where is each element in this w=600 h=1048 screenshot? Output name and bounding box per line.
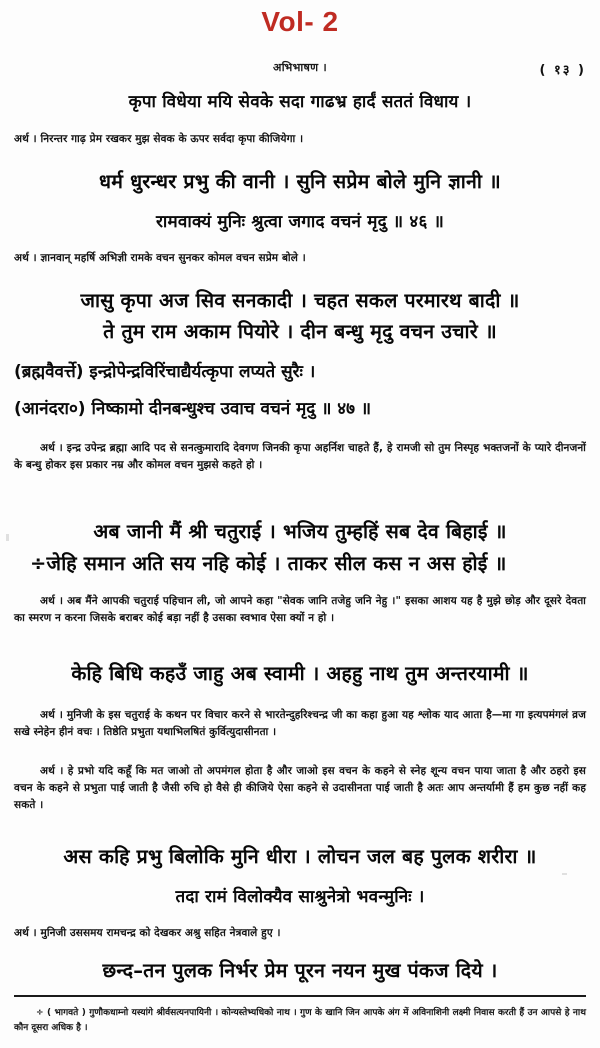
chaupai-line-3b: ÷जेहि समान अति सय नहि कोई । ताकर सील कस न अस होई ॥ [30, 552, 507, 575]
chaupai-line-2b: ते तुम राम अकाम पियोरे । दीन बन्धु मृदु वचन उचारे ॥ [103, 320, 497, 343]
commentary-artha-4: अर्थ । अब मैंने आपकी चतुराई पहिचान ली, जो आपने कहा "सेवक जानि तजेहु जनि नेहु ।" इसका आशय यह है मुझे छोड़ और दूसरे देवता का स्मरण न करना जिसके बराबर कोई बड़ा नहीं है उसका स्वभाव ऐसा क्यों न हो । [14, 595, 586, 624]
scan-artifact [6, 534, 9, 541]
running-head [0, 60, 600, 82]
chaupai-line-1: धर्म धुरन्धर प्रभु की वानी । सुनि सप्रेम बोले मुनि ज्ञानी ॥ [99, 170, 501, 193]
sloka-line-1: कृपा विधेया मयि सेवके सदा गाढभ्र हार्दं सततं विधाय । [128, 92, 472, 112]
sloka-line-4: तदा रामं विलोक्यैव साश्रुनेत्रो भवन्मुनिः । [175, 887, 425, 907]
sloka-line-3b: (आनंदरा०) निष्कामो दीनबन्धुश्च उवाच वचनं मृदु ॥ ४७ ॥ [14, 399, 372, 419]
scan-artifact [562, 873, 567, 875]
commentary-artha-1: अर्थ । निरन्तर गाढ़ प्रेम रखकर मुझ सेवक के ऊपर सर्वदा कृपा कीजियेगा । [14, 133, 304, 145]
commentary-artha-3: अर्थ । इन्द्र उपेन्द्र ब्रह्मा आदि पद से सनत्कुमारादि देवगण जिनकी कृपा अहर्निश चाहते हैं, हे रामजी सो तुम निस्पृह भक्तजनों के प्यारे दीनजनों के बन्धु होकर इस प्रकार नम्र और कोमल वचन मुझसे कहते हो । [14, 442, 586, 471]
sloka-line-2: रामवाक्यं मुनिः श्रुत्वा जगाद वचनं मृदु ॥ ४६ ॥ [155, 212, 445, 232]
chaupai-line-2a: जासु कृपा अज सिव सनकादी । चहत सकल परमारथ बादी ॥ [80, 289, 520, 312]
commentary-artha-5: अर्थ । मुनिजी के इस चतुराई के कथन पर विचार करने से भारतेन्दुहरिश्चन्द्र जी का कहा हुआ यह श्लोक याद आता है—मा गा इत्यपमंगलं व्रज सखे स्नेहेन हीनं वचः । तिष्ठेति प्रभुता यथाभिलषितं कुर्वित्युदासीनता । [14, 709, 586, 738]
commentary-artha-6: अर्थ । हे प्रभो यदि कहूँ कि मत जाओ तो अपमंगल होता है और जाओ इस वचन के कहने से स्नेह शून्य वचन पाया जाता है और ठहरो इस वचन के कहने से प्रभुता पाई जाती है जैसी रुचि हो वैसे ही कीजिये ऐसा कहने से उदासीनता पाई जाती है अतः आप अन्तर्यामी हैं हम कुछ नहीं कह सकते । [14, 765, 586, 811]
chaupai-line-5: अस कहि प्रभु बिलोकि मुनि धीरा । लोचन जल बह पुलक शरीरा ॥ [63, 845, 537, 868]
footnote-text: ÷ ( भागवते ) गुणौकधाम्नो यस्यांगे श्रीर्वसत्यनपायिनी । कोन्यस्तेभ्यधिको नाथ । गुण के खानि जिन आपके अंग में अविनाशिनी लक्ष्मी निवास करती हैं उन आपसे हे नाथ कौन दूसरा अधिक है । [14, 1008, 586, 1034]
sloka-line-3a: (ब्रह्मवैवर्त्ते) इन्द्रोपेन्द्रविरिंचाद्यैर्यत्कृपा लप्यते सुरैः । [14, 362, 316, 382]
commentary-artha-7: अर्थ । मुनिजी उससमय रामचन्द्र को देखकर अश्रु सहित नेत्रवाले हुए । [14, 927, 281, 939]
chaupai-line-4: केहि बिधि कहउँ जाहु अब स्वामी । अहहु नाथ तुम अन्तरयामी ॥ [71, 662, 529, 685]
running-head-title: अभिभाषण । [273, 61, 327, 74]
chhand-line: छन्द–तन पुलक निर्भर प्रेम पूरन नयन मुख पंकज दिये । [102, 959, 498, 982]
commentary-artha-2: अर्थ । ज्ञानवान् महर्षि अभिज्ञी रामके वचन सुनकर कोमल वचन सप्रेम बोले । [14, 252, 306, 264]
footnote-divider [14, 995, 586, 997]
page-number: ( १३ ) [539, 63, 586, 78]
chaupai-line-3a: अब जानी मैं श्री चतुराई । भजिय तुम्हहिं सब देव बिहाई ॥ [93, 520, 507, 543]
volume-banner: Vol- 2 [261, 6, 339, 37]
